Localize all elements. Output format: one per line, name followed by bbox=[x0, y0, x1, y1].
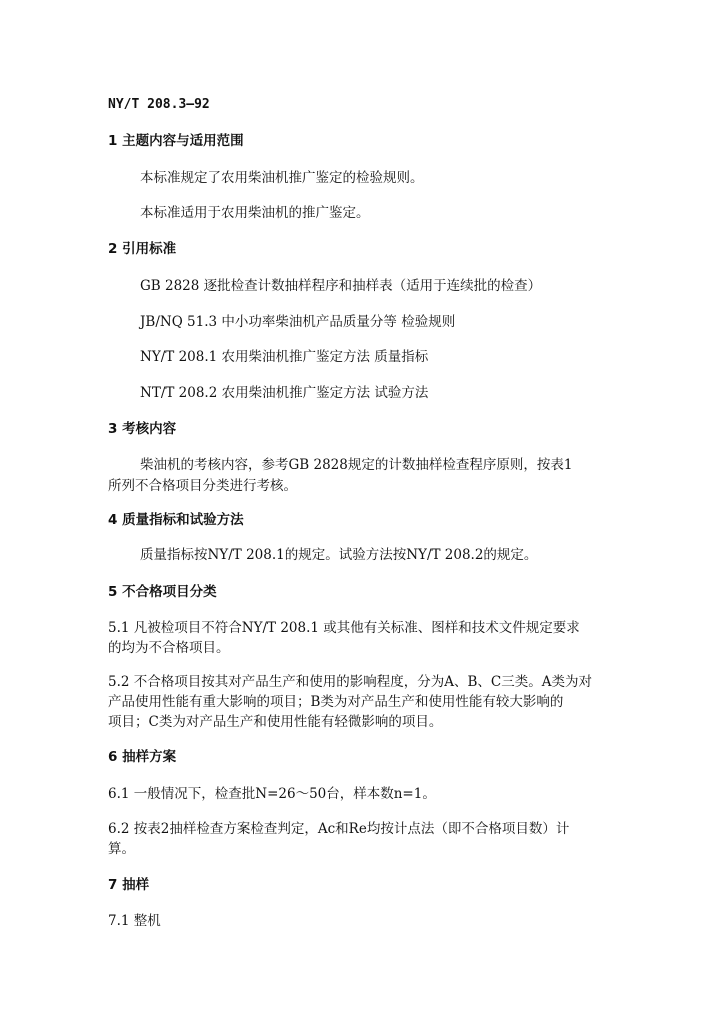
clause-6-2-line-2: 算。 bbox=[108, 841, 135, 857]
clause-5-1-line-1: 5.1 凡被检项目不符合NY/T 208.1 或其他有关标准、图样和技术文件规定要求 bbox=[108, 620, 580, 636]
section-7-heading: 7 抽样 bbox=[108, 877, 150, 893]
section-3-paragraph-line-2: 所列不合格项目分类进行考核。 bbox=[108, 478, 297, 494]
section-1-paragraph-1: 本标准规定了农用柴油机推广鉴定的检验规则。 bbox=[140, 170, 424, 186]
section-1-heading: 1 主题内容与适用范围 bbox=[108, 133, 244, 149]
reference-item-3: NY/T 208.1 农用柴油机推广鉴定方法 质量指标 bbox=[140, 349, 429, 365]
section-4-heading: 4 质量指标和试验方法 bbox=[108, 512, 244, 528]
clause-6-2-line-1: 6.2 按表2抽样检查方案检查判定，Ac和Re均按计点法（即不合格项目数）计 bbox=[108, 821, 570, 837]
clause-5-2-line-1: 5.2 不合格项目按其对产品生产和使用的影响程度，分为A、B、C三类。A类为对 bbox=[108, 674, 593, 690]
clause-5-2-line-3: 项目；C类为对产品生产和使用性能有轻微影响的项目。 bbox=[108, 714, 443, 730]
clause-6-1: 6.1 一般情况下，检查批N=26～50台，样本数n=1。 bbox=[108, 786, 436, 802]
reference-item-4: NT/T 208.2 农用柴油机推广鉴定方法 试验方法 bbox=[140, 385, 429, 401]
section-2-heading: 2 引用标准 bbox=[108, 241, 177, 257]
section-3-paragraph-line-1: 柴油机的考核内容，参考GB 2828规定的计数抽样检查程序原则，按表1 bbox=[140, 457, 573, 473]
clause-7-1: 7.1 整机 bbox=[108, 913, 161, 929]
document-code: NY/T 208.3—92 bbox=[108, 97, 210, 112]
section-5-heading: 5 不合格项目分类 bbox=[108, 584, 217, 600]
section-6-heading: 6 抽样方案 bbox=[108, 749, 177, 765]
reference-item-1: GB 2828 逐批检查计数抽样程序和抽样表（适用于连续批的检查） bbox=[140, 278, 542, 294]
clause-5-1-line-2: 的均为不合格项目。 bbox=[108, 640, 230, 656]
clause-5-2-line-2: 产品使用性能有重大影响的项目；B类为对产品生产和使用性能有较大影响的 bbox=[108, 694, 564, 710]
section-4-paragraph: 质量指标按NY/T 208.1的规定。试验方法按NY/T 208.2的规定。 bbox=[140, 547, 538, 563]
section-3-heading: 3 考核内容 bbox=[108, 421, 177, 437]
section-1-paragraph-2: 本标准适用于农用柴油机的推广鉴定。 bbox=[140, 205, 370, 221]
reference-item-2: JB/NQ 51.3 中小功率柴油机产品质量分等 检验规则 bbox=[140, 314, 456, 330]
